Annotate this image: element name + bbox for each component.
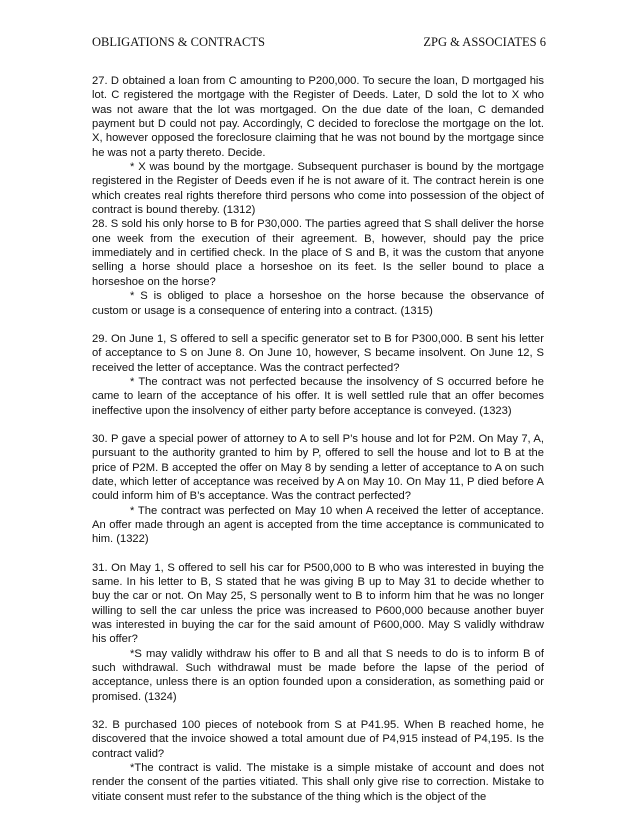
paragraph-gap: [92, 547, 544, 561]
question-32: 32. B purchased 100 pieces of notebook from S at P41.95. When B reached home, he discovered that the invoice showed a total amount due of P4,915 instead of P4,195. Is the contract valid?: [92, 719, 544, 760]
paragraph-gap: [92, 704, 544, 718]
answer-27: * X was bound by the mortgage. Subsequent purchaser is bound by the mortgage registered in the Register of Deeds even if he is not aware of it. The contract herein is one which creates real rights therefore third persons who come into possession of the object of contract is bound thereby. (1312): [92, 161, 544, 217]
question-28: 28. S sold his only horse to B for P30,000. The parties agreed that S shall deliver the horse one week from the execution of their agreement. B, however, should pay the price immediately and in certified check. In the place of S and B, it was the custom that anyone selling a horse should place a horseshoe on its feet. Is the seller bound to place a horseshoe on the horse?: [92, 218, 544, 288]
header-page-info: ZPG & ASSOCIATES 6: [423, 35, 546, 49]
answer-29: * The contract was not perfected because the insolvency of S occurred before he came to learn of the acceptance of his offer. It is well settled rule that an offer becomes ineffective upon the insolvency of either party before acceptance is conveyed. (1323): [92, 375, 544, 417]
answer-28: * S is obliged to place a horseshoe on the horse because the observance of custom or usage is a consequence of entering into a contract. (1315): [92, 290, 544, 317]
answer-30: * The contract was perfected on May 10 when A received the letter of acceptance. An offer made through an agent is accepted from the time acceptance is communicated to him. (1322): [92, 504, 544, 546]
paragraph-gap: [92, 418, 544, 432]
question-31: 31. On May 1, S offered to sell his car for P500,000 to B who was interested in buying the same. In his letter to B, S stated that he was giving B up to May 31 to decide whether to buy the car or not. On May 25, S personally went to B to inform him that he was no longer willing to sell the car unless the price was increased to P600,000 because another buyer was interested in buying the car for the said amount of P600,000. May S validly withdraw his offer?: [92, 561, 544, 646]
page-header: [92, 35, 546, 50]
paragraph-gap: [92, 318, 544, 332]
question-29: 29. On June 1, S offered to sell a specific generator set to B for P300,000. B sent his letter of acceptance to S on June 8. On June 10, however, S became insolvent. On June 12, S received the letter of acceptance. Was the contract perfected?: [92, 332, 544, 374]
question-27: 27. D obtained a loan from C amounting to P200,000. To secure the loan, D mortgaged his lot. C registered the mortgage with the Register of Deeds. Later, D sold the lot to X who was not aware that the lot was mortgaged. On the due date of the loan, C demanded payment but D could not pay. Accordingly, C decided to foreclose the mortgage on the lot. X, however opposed the foreclosure claiming that he was not bound by the mortgage since he was not a party thereto. Decide.: [92, 75, 544, 159]
question-30: 30. P gave a special power of attorney to A to sell P’s house and lot for P2M. On May 7, A, pursuant to the authority granted to him by P, offered to sell the house and lot to B at the price of P2M. B accepted the offer on May 8 by sending a letter of acceptance to A on such date, which letter of acceptance was received by A on May 10. On May 11, P died before A could inform him of B’s acceptance. Was the contract perfected?: [92, 432, 544, 503]
header-title: OBLIGATIONS & CONTRACTS: [92, 35, 265, 49]
document-body: [92, 74, 544, 804]
answer-31: *S may validly withdraw his offer to B and all that S needs to do is to inform B of such withdrawal. Such withdrawal must be made before the lapse of the period of acceptance, unless there is an option founded upon a consideration, as something paid or promised. (1324): [92, 647, 544, 703]
answer-32: *The contract is valid. The mistake is a simple mistake of account and does not render the consent of the parties vitiated. This shall only give rise to correction. Mistake to vitiate consent must refer to the substance of the thing which is the object of the: [92, 762, 544, 803]
